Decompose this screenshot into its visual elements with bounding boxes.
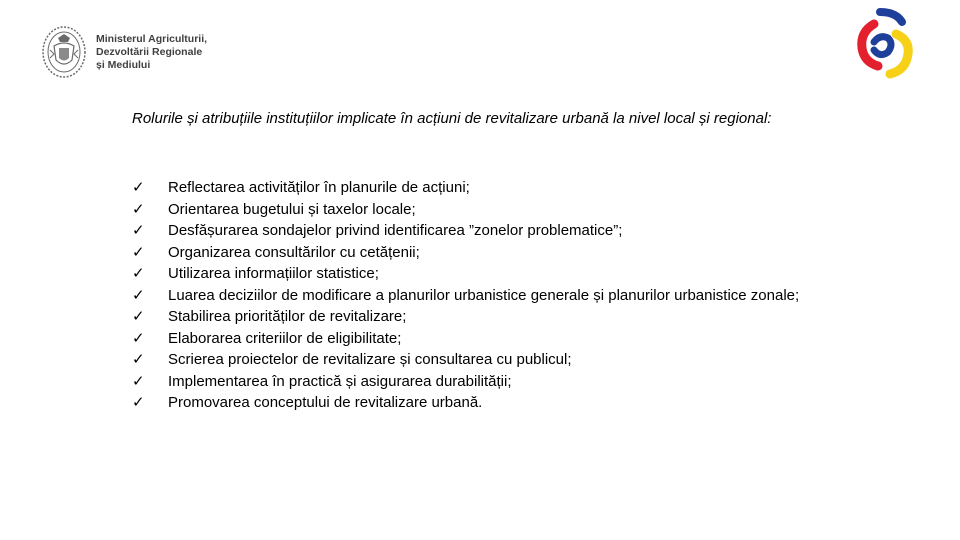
roles-list: [132, 179, 824, 416]
checkmark-icon: ✓: [132, 199, 145, 218]
list-item-text: Organizarea consultărilor cu cetățenii;: [168, 243, 420, 261]
list-item: [132, 222, 824, 239]
list-item-text: Orientarea bugetului și taxelor locale;: [168, 200, 416, 218]
list-item: [132, 265, 824, 282]
checkmark-icon: ✓: [132, 350, 145, 368]
checkmark-icon: ✓: [132, 371, 145, 390]
ministry-line-2: Dezvoltării Regionale: [96, 45, 203, 58]
checkmark-icon: ✓: [132, 178, 145, 196]
list-item: [132, 351, 824, 368]
list-item: [132, 244, 824, 261]
list-item: [132, 308, 824, 325]
program-logo-icon: [852, 8, 916, 80]
list-item-text: Utilizarea informațiilor statistice;: [168, 265, 379, 282]
list-item: [132, 373, 824, 390]
list-item: [132, 179, 824, 196]
ministry-logo: [40, 24, 207, 80]
list-item: [132, 287, 824, 304]
checkmark-icon: ✓: [132, 393, 145, 411]
checkmark-icon: ✓: [132, 328, 145, 347]
list-item: [132, 330, 824, 347]
ministry-line-1: Ministerul Agriculturii,: [96, 32, 208, 45]
coat-of-arms-icon: [40, 24, 88, 80]
list-item-text: Elaborarea criteriilor de eligibilitate;: [168, 329, 402, 347]
checkmark-icon: ✓: [132, 264, 145, 282]
list-item-text: Stabilirea priorităților de revitalizare;: [168, 308, 407, 325]
list-item-text: Reflectarea activităților în planurile de acțiuni;: [168, 179, 470, 196]
list-item-text: Luarea deciziilor de modificare a planurilor urbanistice generale și planurilor urbanistice zonale;: [168, 286, 800, 304]
ministry-name: [96, 33, 207, 72]
list-item: [132, 201, 824, 218]
list-item: [132, 394, 824, 411]
checkmark-icon: ✓: [132, 242, 145, 261]
ministry-line-3: și Mediului: [96, 58, 151, 71]
list-item-text: Scrierea proiectelor de revitalizare și consultarea cu publicul;: [168, 351, 572, 368]
checkmark-icon: ✓: [132, 285, 145, 304]
list-item-text: Promovarea conceptului de revitalizare urbană.: [168, 394, 483, 411]
list-item-text: Desfășurarea sondajelor privind identificarea ”zonelor problematice”;: [168, 222, 623, 239]
checkmark-icon: ✓: [132, 307, 145, 325]
list-item-text: Implementarea în practică și asigurarea durabilității;: [168, 372, 512, 390]
slide-heading: Rolurile și atribuțiile instituțiilor implicate în acțiuni de revitalizare urbană la nivel local și regional:: [132, 110, 772, 127]
checkmark-icon: ✓: [132, 221, 145, 239]
